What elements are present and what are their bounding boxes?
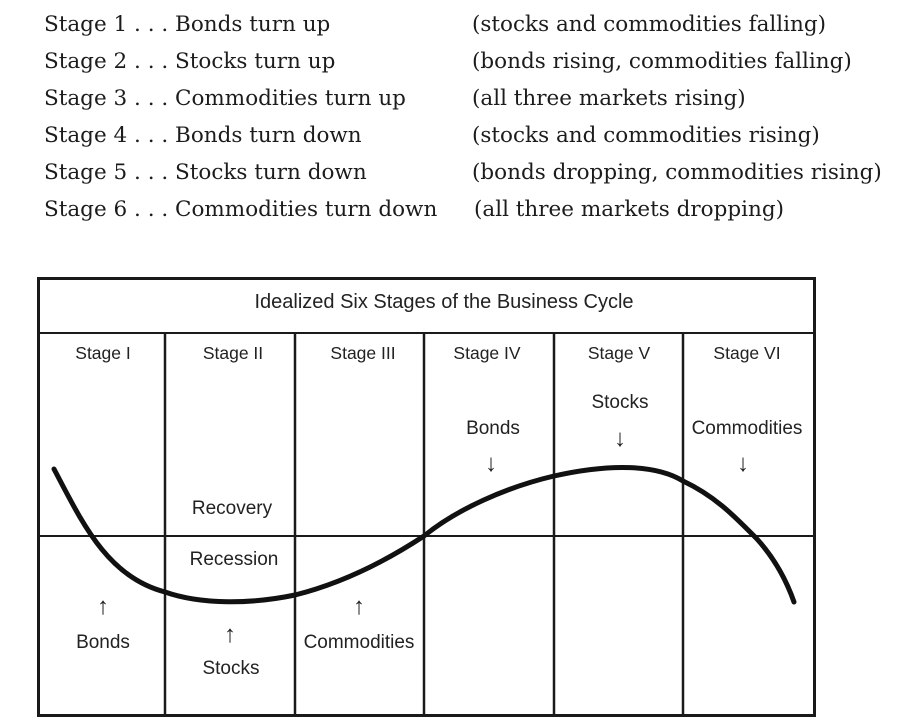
stage-1-note: (stocks and commodities falling) [472, 12, 827, 37]
stage-list [44, 6, 904, 228]
diagram-title: Idealized Six Stages of the Business Cycle [254, 291, 634, 313]
stage-row-1 [44, 6, 904, 43]
commodities-top-label: Commodities [691, 418, 803, 439]
stage-row-5 [44, 154, 904, 191]
stage-2-note: (bonds rising, commodities falling) [472, 49, 852, 74]
column-header-stage-6: Stage VI [713, 343, 781, 363]
column-header-stage-4: Stage IV [453, 343, 521, 363]
stage-3-label: Stage 3 . . . Commodities turn up [44, 86, 406, 111]
column-header-stage-1: Stage I [75, 343, 131, 363]
diagram-frame [39, 279, 815, 716]
recovery-label: Recovery [191, 498, 273, 519]
stage-row-4 [44, 117, 904, 154]
commodities-bottom-label: Commodities [303, 632, 415, 653]
up-arrow-icon: ↑ [224, 621, 236, 648]
stocks-bottom-label: Stocks [202, 658, 260, 679]
stage-row-2 [44, 43, 904, 80]
down-arrow-icon: ↓ [614, 425, 626, 452]
stage-6-note: (all three markets dropping) [474, 197, 784, 222]
bonds-bottom-label: Bonds [76, 632, 130, 653]
stage-row-6 [44, 191, 904, 228]
up-arrow-icon: ↑ [353, 593, 365, 620]
bonds-top-label: Bonds [466, 418, 520, 439]
stage-5-note: (bonds dropping, commodities rising) [472, 160, 882, 185]
stage-4-label: Stage 4 . . . Bonds turn down [44, 123, 362, 148]
stage-1-label: Stage 1 . . . Bonds turn up [44, 12, 331, 37]
stage-5-label: Stage 5 . . . Stocks turn down [44, 160, 367, 185]
recession-label: Recession [189, 549, 279, 570]
stage-2-label: Stage 2 . . . Stocks turn up [44, 49, 336, 74]
stage-4-note: (stocks and commodities rising) [472, 123, 820, 148]
business-cycle-diagram [37, 277, 817, 719]
down-arrow-icon: ↓ [485, 450, 497, 477]
column-header-stage-2: Stage II [202, 343, 264, 363]
column-header-stage-3: Stage III [330, 343, 396, 363]
stage-6-label: Stage 6 . . . Commodities turn down [44, 197, 438, 222]
column-header-stage-5: Stage V [587, 343, 651, 363]
stocks-top-label: Stocks [591, 392, 649, 413]
stage-3-note: (all three markets rising) [472, 86, 746, 111]
up-arrow-icon: ↑ [97, 593, 109, 620]
stage-row-3 [44, 80, 904, 117]
down-arrow-icon: ↓ [737, 450, 749, 477]
